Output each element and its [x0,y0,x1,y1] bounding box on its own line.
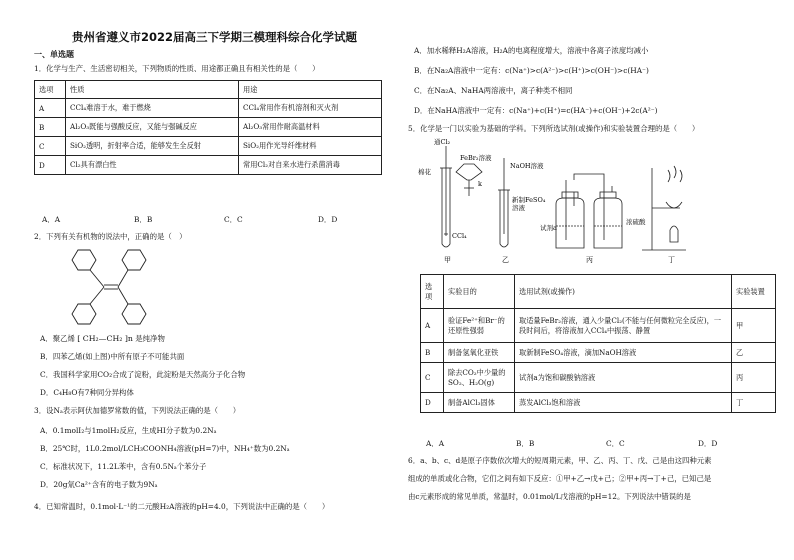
table-header-row [421,275,776,309]
label-reagent-a: 试剂a [540,224,557,232]
q2-option-b: B．四苯乙烯(如上图)中所有原子不可能共面 [40,352,185,361]
table-row [35,156,382,175]
table-cell: C [421,363,444,393]
label-cl2: 通Cl₂ [434,138,451,146]
q4-option-d: D．在NaHA溶液中一定有：c(Na⁺)+c(H⁺)=c(HA⁻)+c(OH⁻)+2c(A²⁻) [414,106,658,115]
table-header-cell: 选项 [421,275,444,309]
q3-stem: 3．设Nₐ表示阿伏加德罗常数的值，下列说法正确的是（ ） [34,406,241,415]
q1-stem: 1．化学与生产、生活密切相关，下列物质的性质、用途都正确且有相关性的是（ ） [34,64,320,73]
gas-bottle-icon [556,198,584,248]
table-header-cell: 选项 [35,81,66,99]
label-feso4: 新制FeSO₄ [512,196,546,204]
table-cell: Al₂O₃常用作耐高温材料 [239,118,382,137]
table-row [35,137,382,156]
table-cell: CCl₄常用作有机溶剂和灭火剂 [239,99,382,118]
table-header-cell: 性质 [66,81,239,99]
label-k: k [478,180,482,188]
table-cell: 取适量FeBr₂溶液，通入少量Cl₂(不能与任何微粒完全反应)，一段时间后，将溶液加入CCl₄中振荡、静置 [515,309,732,343]
table-header-row [35,81,382,99]
table-header-cell: 用途 [239,81,382,99]
table-cell: 蒸发AlCl₃饱和溶液 [515,393,732,413]
section-heading: 一、单选题 [34,50,74,59]
table-cell: A [35,99,66,118]
q4-option-b: B．在Na₂A溶液中一定有：c(Na⁺)>c(A²⁻)>c(H⁺)>c(OH⁻)>c(HA⁻) [414,66,649,75]
phenyl-ring-icon [122,250,146,270]
table-cell: SiO₂用作光导纤维材料 [239,137,382,156]
tetraphenylethylene-structure [56,246,166,328]
table-cell: 乙 [732,343,776,363]
q5-table [420,274,776,413]
q3-option-c: C．标准状况下，11.2L苯中，含有0.5Nₐ个苯分子 [40,462,207,471]
q1-choice-a: A．A [42,215,61,224]
label-naoh: NaOH溶液 [510,162,544,170]
table-row [421,309,776,343]
q5-choice-b: B．B [516,439,535,448]
evaporating-dish-icon [666,202,682,208]
table-cell: SiO₂透明，折射率合适，能够发生全反射 [66,137,239,156]
table-row [421,363,776,393]
table-cell: 制备氢氧化亚铁 [444,343,515,363]
gas-bottle-icon [594,198,622,248]
table-cell: CCl₄难溶于水，难于燃烧 [66,99,239,118]
fig-label-yi: 乙 [502,256,509,264]
table-cell: 制备AlCl₃固体 [444,393,515,413]
table-row [421,343,776,363]
table-cell: Al₂O₃既能与强酸反应，又能与强碱反应 [66,118,239,137]
table-cell: B [35,118,66,137]
q6-line-3: 由c元素形成的常见单质，常温时，0.01mol/L戊溶液的pH=12。下列说法中错误的是 [408,492,691,501]
fig-label-bing: 丙 [586,256,593,264]
table-cell: 试剂a为饱和碳酸钠溶液 [515,363,732,393]
table-cell: C [35,137,66,156]
q1-choice-c: C．C [224,215,243,224]
q5-choice-c: C．C [606,439,625,448]
table-cell: 常用Cl₂对自来水进行杀菌消毒 [239,156,382,175]
label-febr2: FeBr₂溶液 [460,154,492,162]
table-cell: B [421,343,444,363]
label-solution: 溶液 [512,204,525,212]
table-cell: Cl₂具有漂白性 [66,156,239,175]
table-cell: 取新制FeSO₄溶液，滴加NaOH溶液 [515,343,732,363]
table-cell: 甲 [732,309,776,343]
table-cell: A [421,309,444,343]
fig-label-jia: 甲 [444,256,451,264]
q6-line-1: 6．a、b、c、d是原子序数依次增大的短周期元素，甲、乙、丙、丁、戊、己是由这四种元素 [408,456,712,465]
table-cell: 验证Fe²⁺和Br⁻的还原性强弱 [444,309,515,343]
fig-label-ding: 丁 [668,256,675,264]
exam-title: 贵州省遵义市2022届高三下学期三模理科综合化学试题 [72,30,358,44]
q3-option-d: D．20g氚Ca²⁺含有的电子数为9Nₐ [40,480,158,489]
q4-option-c: C．在Na₂A、NaHA两溶液中，离子种类不相同 [414,86,573,95]
apparatus-figure [416,138,716,266]
q3-option-b: B．25℃时，1L0.2mol/LCH₃COONH₄溶液(pH=7)中，NH₄⁺数为0.2Nₐ [40,444,290,453]
table-cell: D [35,156,66,175]
q5-choice-a: A．A [426,439,445,448]
label-ccl4: CCl₄ [452,232,467,240]
funnel-icon [456,164,482,180]
table-cell: D [421,393,444,413]
phenyl-ring-icon [122,304,146,324]
q1-choice-b: B．B [134,215,153,224]
q5-stem: 5．化学是一门以实验为基础的学科。下列所选试剂(或操作)和实验装置合理的是（ ） [408,124,700,133]
q3-option-a: A．0.1molI₂与1molH₂反应，生成HI分子数为0.2Nₐ [40,426,217,435]
phenyl-ring-icon [72,250,96,270]
table-header-cell: 选用试剂(或操作) [515,275,732,309]
phenyl-ring-icon [72,304,96,324]
label-cotton: 棉花 [418,168,431,176]
q2-option-a: A．聚乙烯 [ CH₂—CH₂ ]n 是纯净物 [40,334,165,343]
table-row [421,393,776,413]
polyethylene-formula: [ CH₂—CH₂ ]n [77,334,133,343]
q2-option-c: C．我国科学家用CO₂合成了淀粉，此淀粉是天然高分子化合物 [40,370,246,379]
q6-line-2: 组成的单质或化合物，它们之间有如下反应：①甲+乙→戊+己；②甲+丙→丁+己，已知己是 [408,474,712,483]
q1-table [34,80,382,175]
q4-option-a: A．加水稀释H₂A溶液，H₂A的电离程度增大，溶液中各离子浓度均减小 [414,46,649,55]
q2-stem: 2．下列有关有机物的说法中，正确的是（ ） [34,232,187,241]
table-cell: 除去CO₂中少量的SO₂、H₂O(g) [444,363,515,393]
table-header-cell: 实验目的 [444,275,515,309]
label-conc-h2so4: 浓硫酸 [626,218,646,226]
q1-choice-d: D．D [318,215,338,224]
table-row [35,99,382,118]
table-cell: 丁 [732,393,776,413]
q5-choice-d: D．D [698,439,718,448]
q2-option-d: D．C₄H₈O有7种同分异构体 [40,388,134,397]
q4-stem: 4．已知常温时，0.1mol·L⁻¹的二元酸H₂A溶液的pH=4.0，下列说法中正确的是（ ） [34,502,330,511]
table-row [35,118,382,137]
table-cell: 丙 [732,363,776,393]
table-header-cell: 实验装置 [732,275,776,309]
